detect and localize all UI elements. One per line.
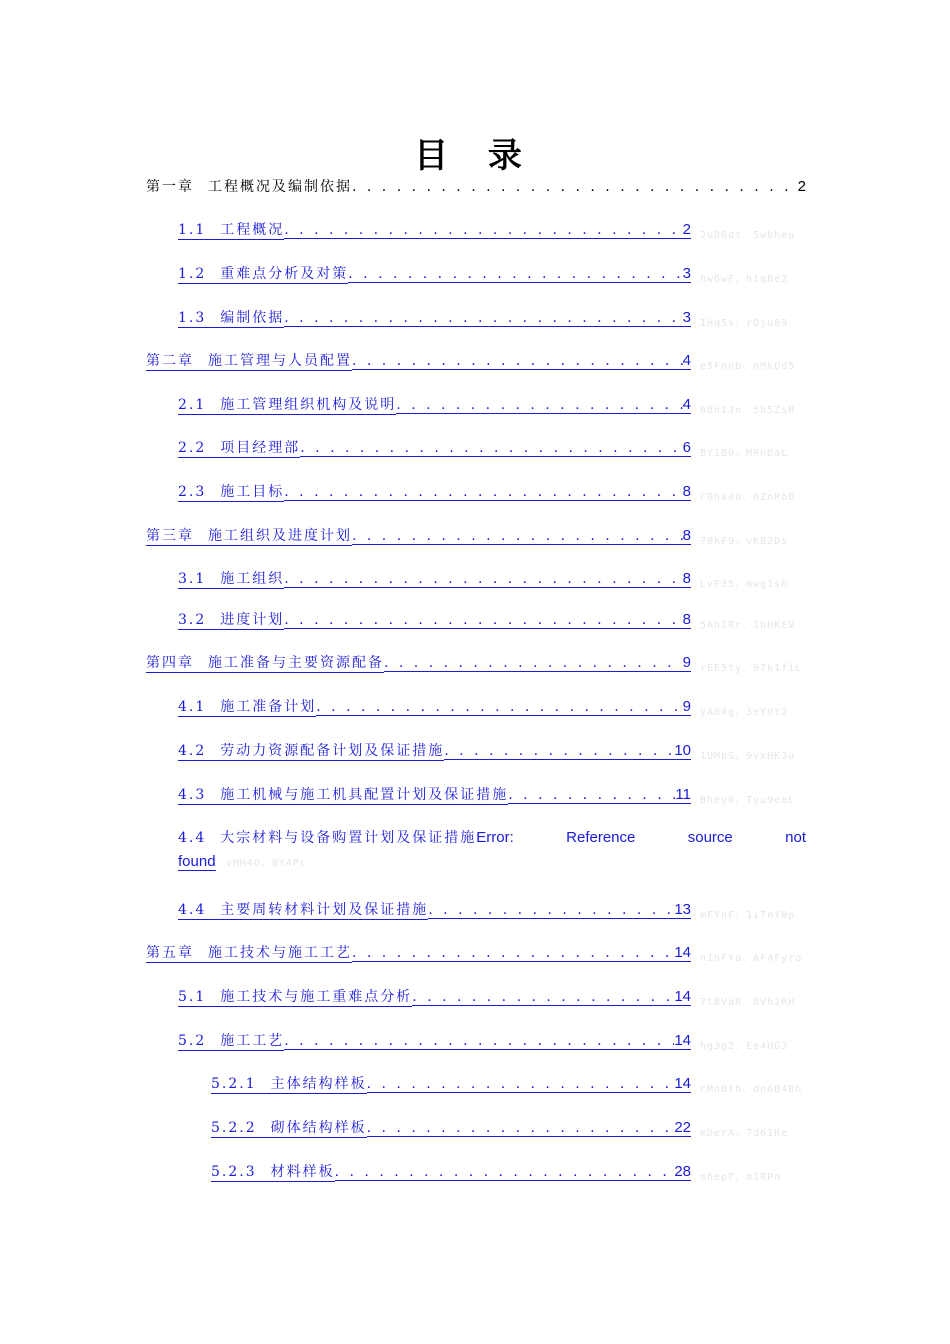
toc-entry-4-1[interactable] <box>178 696 691 717</box>
toc-text: 材料样板 <box>270 1164 335 1180</box>
toc-number: 2.2 <box>178 440 207 456</box>
toc-leader <box>348 266 682 283</box>
toc-entry-1-1[interactable] <box>178 219 691 240</box>
toc-leader <box>412 989 674 1006</box>
toc-page: 14 <box>674 1032 691 1049</box>
toc-text: 主体结构样板 <box>270 1076 367 1092</box>
error-word: found <box>178 853 216 870</box>
toc-number: 5.2.1 <box>211 1076 257 1092</box>
toc-page: 2 <box>682 221 691 238</box>
toc-leader <box>284 571 682 588</box>
toc-text: 施工准备计划 <box>220 699 317 715</box>
hidden-bookmark-text: LvF35、mwg1sh <box>700 579 789 590</box>
toc-number: 5.2 <box>178 1033 207 1049</box>
toc-page: 10 <box>674 742 691 759</box>
toc-leader <box>284 310 682 327</box>
toc-page: 13 <box>674 901 691 918</box>
toc-entry-3-1[interactable] <box>178 568 691 589</box>
hidden-bookmark-text: mFYhF、1iTnY0p <box>700 910 796 921</box>
toc-number: 3.1 <box>178 571 207 587</box>
toc-entry-4-3[interactable] <box>178 784 691 805</box>
hidden-bookmark-text: 1Hq5s、rQju89 <box>700 318 789 329</box>
toc-title: 目 录 <box>414 136 536 176</box>
toc-text: 大宗材料与设备购置计划及保证措施 <box>220 830 477 846</box>
toc-page: 9 <box>682 654 691 671</box>
toc-entry-ch1[interactable] <box>146 176 806 196</box>
toc-leader <box>284 612 682 629</box>
toc-page: 3 <box>682 265 691 282</box>
toc-number: 5.2.2 <box>211 1120 257 1136</box>
toc-text: 主要周转材料计划及保证措施 <box>220 902 429 918</box>
toc-entry-1-2[interactable] <box>178 263 691 284</box>
hidden-bookmark-text: BY1B0、MRhDaL <box>700 448 789 459</box>
toc-text: 施工组织 <box>220 571 285 587</box>
toc-page: 14 <box>674 988 691 1005</box>
toc-number: 第一章 <box>146 179 194 195</box>
toc-number: 2.3 <box>178 484 207 500</box>
hidden-bookmark-text: 7t8VaR、8Vh2RH <box>700 997 796 1008</box>
hidden-bookmark-text: yA04g、3eY0Y2 <box>700 707 789 718</box>
hidden-bookmark-text: hw6wF、h1qBe2 <box>700 274 789 285</box>
toc-entry-5-2-3[interactable] <box>211 1161 691 1182</box>
toc-entry-4-4-error[interactable] <box>178 827 806 870</box>
toc-leader <box>428 902 674 919</box>
toc-entry-ch2[interactable] <box>146 350 691 371</box>
hidden-bookmark-text: 1UMbS、9vxHKJu <box>700 751 796 762</box>
toc-leader <box>367 1076 675 1093</box>
hidden-bookmark-text: Ju8Gdt、5wbheu <box>700 230 796 241</box>
toc-leader <box>284 1033 674 1050</box>
hidden-bookmark-text: Bhey0、Tyu9eeL <box>700 795 796 806</box>
hidden-bookmark-text: 5Ah1Rr、1bHKEV <box>700 620 796 631</box>
hidden-bookmark-text: 70kF9、vKB2Ds <box>700 536 789 547</box>
toc-text: 施工组织及进度计划 <box>208 528 352 544</box>
toc-leader <box>316 699 682 716</box>
toc-entry-4-4[interactable] <box>178 899 691 920</box>
toc-text: 施工目标 <box>220 484 285 500</box>
toc-entry-5-2-1[interactable] <box>211 1073 691 1094</box>
toc-number: 第五章 <box>146 945 194 961</box>
toc-page: 14 <box>674 1075 691 1092</box>
toc-page: 8 <box>682 570 691 587</box>
toc-leader <box>335 1164 675 1181</box>
error-word: Error: <box>476 829 514 846</box>
toc-entry-ch3[interactable] <box>146 525 691 546</box>
toc-text: 砌体结构样板 <box>270 1120 367 1136</box>
toc-leader <box>508 787 675 804</box>
toc-leader <box>300 440 682 457</box>
toc-page: 22 <box>674 1119 691 1136</box>
toc-number: 第三章 <box>146 528 194 544</box>
toc-text: 进度计划 <box>220 612 285 628</box>
toc-entry-5-1[interactable] <box>178 986 691 1007</box>
toc-number: 5.1 <box>178 989 207 1005</box>
toc-number: 第四章 <box>146 655 194 671</box>
toc-entry-5-2[interactable] <box>178 1030 691 1051</box>
toc-text: 劳动力资源配备计划及保证措施 <box>220 743 445 759</box>
toc-text: 项目经理部 <box>220 440 301 456</box>
hidden-bookmark-text: 0Bn1Je、5b5ZsR <box>700 405 796 416</box>
toc-leader <box>352 528 683 545</box>
error-word: not <box>785 829 806 846</box>
error-word: source <box>687 829 733 846</box>
toc-text: 工程概况 <box>220 222 285 238</box>
toc-number: 4.3 <box>178 787 207 803</box>
toc-page: 8 <box>682 527 691 544</box>
toc-leader <box>284 222 682 239</box>
hidden-bookmark-text: F0hk40、6ZnRbB <box>700 492 796 503</box>
toc-page: 14 <box>674 944 691 961</box>
toc-number: 第二章 <box>146 353 194 369</box>
toc-text: 施工机械与施工机具配置计划及保证措施 <box>220 787 509 803</box>
toc-text: 施工管理与人员配置 <box>208 353 352 369</box>
toc-page: 4 <box>682 352 691 369</box>
toc-entry-5-2-2[interactable] <box>211 1117 691 1138</box>
toc-page: 2 <box>797 178 806 195</box>
toc-leader <box>444 743 674 760</box>
toc-number: 5.2.3 <box>211 1164 257 1180</box>
toc-number: 1.2 <box>178 266 207 282</box>
toc-entry-2-2[interactable] <box>178 437 691 458</box>
toc-text: 施工管理组织机构及说明 <box>220 397 397 413</box>
toc-text: 编制依据 <box>220 310 285 326</box>
toc-text: 施工技术与施工工艺 <box>208 945 352 961</box>
toc-entry-4-2[interactable] <box>178 740 691 761</box>
toc-text: 施工工艺 <box>220 1033 285 1049</box>
toc-number: 4.4 <box>178 830 207 846</box>
toc-number: 1.1 <box>178 222 207 238</box>
toc-page: 6 <box>682 439 691 456</box>
hidden-bookmark-text: cMnBth、dn6B4Bh <box>700 1084 803 1095</box>
toc-leader <box>284 484 682 501</box>
toc-entry-ch4[interactable] <box>146 652 691 673</box>
hidden-bookmark-text: vHH4Q、8Y4Pc <box>225 858 307 869</box>
toc-number: 2.1 <box>178 397 207 413</box>
toc-page: 4 <box>682 396 691 413</box>
toc-entry-2-3[interactable] <box>178 481 691 502</box>
toc-page: 8 <box>682 483 691 500</box>
toc-entry-2-1[interactable] <box>178 394 691 415</box>
hidden-bookmark-text: e5Fnnb、nMkQd5 <box>700 361 796 372</box>
toc-number: 1.3 <box>178 310 207 326</box>
toc-number: 4.2 <box>178 743 207 759</box>
toc-number: 3.2 <box>178 612 207 628</box>
toc-number: 4.4 <box>178 902 207 918</box>
toc-page: 3 <box>682 309 691 326</box>
hidden-bookmark-text: hg3g2、Ee4HGJ <box>700 1041 789 1052</box>
toc-entry-1-3[interactable] <box>178 307 691 328</box>
toc-leader <box>367 1120 675 1137</box>
toc-leader <box>352 945 674 962</box>
toc-number: 4.1 <box>178 699 207 715</box>
hidden-bookmark-text: mDerA、7d61Re <box>700 1128 789 1139</box>
hidden-bookmark-text: mhepF、m1RPn <box>700 1172 782 1183</box>
toc-page: 11 <box>675 786 691 803</box>
toc-page: 9 <box>682 698 691 715</box>
toc-leader <box>352 353 683 370</box>
hidden-bookmark-text: rEE5ty、97k1fiL <box>700 663 803 674</box>
error-word: Reference <box>566 829 636 846</box>
toc-leader <box>384 655 683 672</box>
toc-page: 8 <box>682 611 691 628</box>
hidden-bookmark-text: n1nFYa、AF4Fyro <box>700 953 803 964</box>
toc-entry-3-2[interactable] <box>178 609 691 630</box>
toc-leader <box>352 179 798 195</box>
toc-entry-ch5[interactable] <box>146 942 691 963</box>
toc-page: 28 <box>674 1163 691 1180</box>
toc-text: 工程概况及编制依据 <box>208 179 352 195</box>
toc-leader <box>396 397 682 414</box>
toc-text: 施工准备与主要资源配备 <box>208 655 384 671</box>
toc-text: 施工技术与施工重难点分析 <box>220 989 413 1005</box>
toc-text: 重难点分析及对策 <box>220 266 349 282</box>
